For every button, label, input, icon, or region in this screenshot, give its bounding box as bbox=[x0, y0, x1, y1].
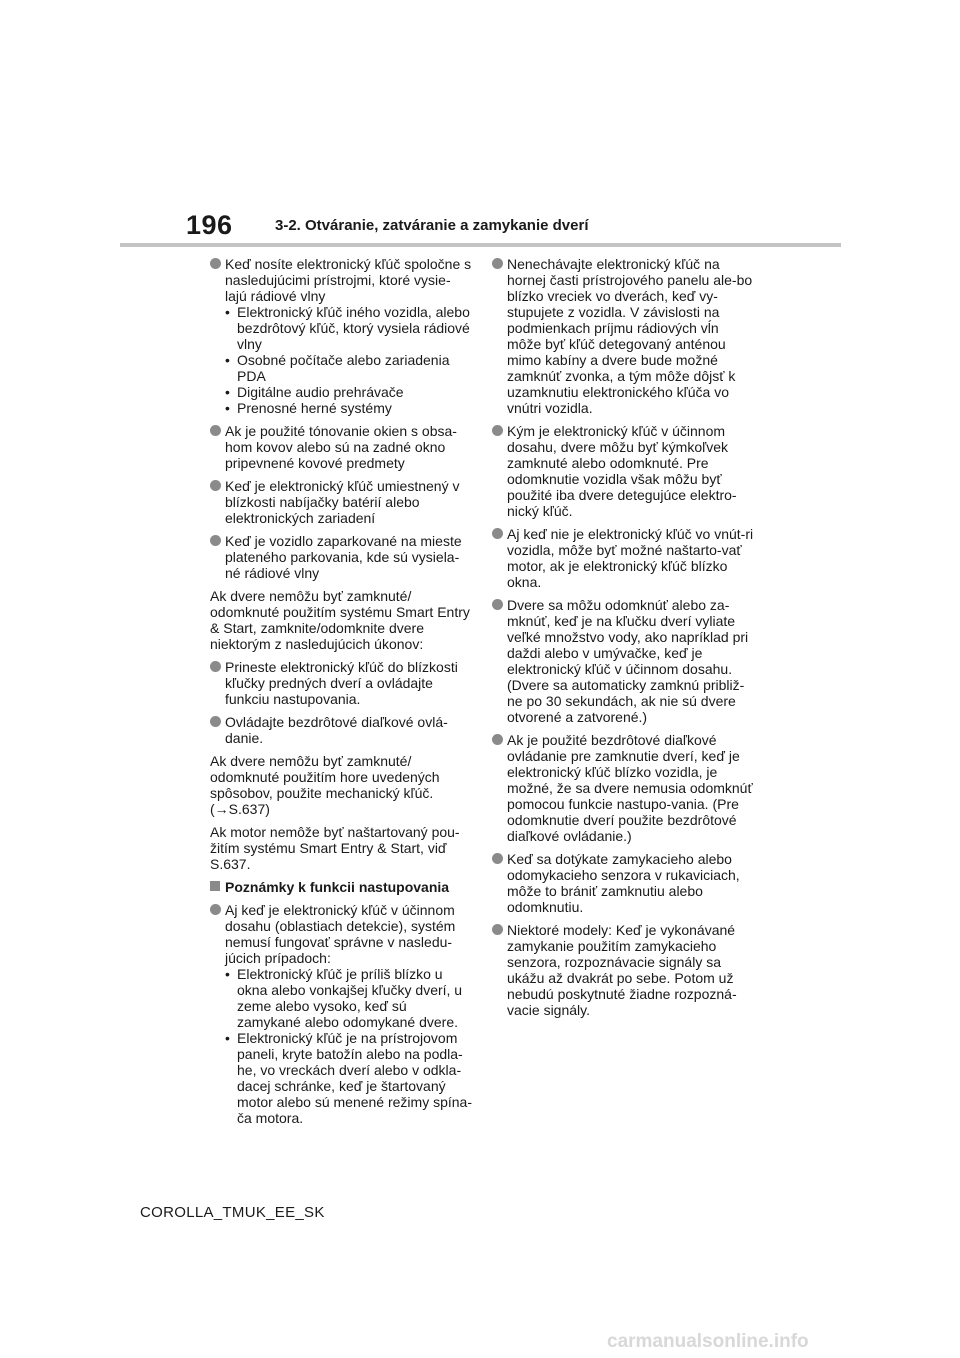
item-text: Nenechávajte elektronický kľúč na hornej časti prístrojového panelu ale-bo blízko vreciek vo dverách, keď vy-stupujete z vozidla. V závislosti na podmienkach príjmu rádiových vĺn môže byť kľúč detegovaný anténou mimo kabíny a dvere bude možné zamknúť zvonka, a tým môže dôjsť k uzamknutiu elektronického kľúča vo vnútri vozidla. bbox=[507, 256, 753, 416]
sub-item bbox=[225, 304, 472, 352]
item-text: Keď je vozidlo zaparkované na mieste plateného parkovania, kde sú vysiela-né rádiové vlny bbox=[225, 533, 462, 581]
item-text: Keď je elektronický kľúč umiestnený v blízkosti nabíjačky batérií alebo elektronických zariadení bbox=[225, 478, 460, 526]
list-item bbox=[210, 256, 472, 416]
footer-code: COROLLA_TMUK_EE_SK bbox=[140, 1204, 325, 1221]
list-item bbox=[210, 423, 472, 471]
list-item bbox=[210, 478, 472, 526]
watermark: carmanualsonline.info bbox=[607, 1331, 809, 1352]
sub-item bbox=[225, 384, 472, 400]
dot-bullet-icon: • bbox=[225, 352, 230, 368]
item-text: Ak je použité bezdrôtové diaľkové ovládanie pre zamknutie dverí, keď je elektronický kľúč blízko vozidla, je možné, že sa dvere nemusia odomknúť pomocou funkcie nastupo-vania. (Pre odomknutie dverí použite bezdrôtové diaľkové ovládanie.) bbox=[507, 732, 753, 844]
left-column bbox=[210, 256, 472, 1133]
sub-item-text: Prenosné herné systémy bbox=[237, 400, 392, 416]
item-text: Prineste elektronický kľúč do blízkosti kľučky predných dverí a ovládajte funkciu nastupovania. bbox=[225, 659, 458, 707]
dot-bullet-icon: • bbox=[225, 304, 230, 320]
item-text: Aj keď je elektronický kľúč v účinnom dosahu (oblastiach detekcie), systém nemusí fungovať správne v nasledu-júcich prípadoch: bbox=[225, 902, 456, 966]
list-item bbox=[492, 597, 754, 725]
circle-bullet-icon bbox=[492, 425, 503, 436]
circle-bullet-icon bbox=[210, 661, 221, 672]
page-number: 196 bbox=[186, 210, 233, 240]
circle-bullet-icon bbox=[210, 716, 221, 727]
sub-item-text: Digitálne audio prehrávače bbox=[237, 384, 404, 400]
paragraph: Ak dvere nemôžu byť zamknuté/ odomknuté použitím systému Smart Entry & Start, zamknite/odomknite dvere niektorým z nasledujúcich úkonov: bbox=[210, 588, 470, 652]
circle-bullet-icon bbox=[492, 853, 503, 864]
circle-bullet-icon bbox=[210, 425, 221, 436]
item-text: Ak je použité tónovanie okien s obsa-hom kovov alebo sú na zadné okno pripevnené kovové predmety bbox=[225, 423, 457, 471]
sub-item-text: Elektronický kľúč iného vozidla, alebo bezdrôtový kľúč, ktorý vysiela rádiové vlny bbox=[237, 304, 470, 352]
subsection-heading bbox=[210, 879, 472, 895]
list-item bbox=[492, 256, 754, 416]
list-item bbox=[492, 526, 754, 590]
page-reference: (→S.637) bbox=[210, 801, 270, 817]
sub-item bbox=[225, 400, 472, 416]
circle-bullet-icon bbox=[492, 258, 503, 269]
circle-bullet-icon bbox=[492, 528, 503, 539]
circle-bullet-icon bbox=[210, 258, 221, 269]
section-title: 3-2. Otváranie, zatváranie a zamykanie dverí bbox=[275, 217, 589, 234]
sub-item-text: Elektronický kľúč je príliš blízko u okna alebo vonkajšej kľučky dverí, u zeme alebo vysoko, keď sú zamykané alebo odomykané dvere. bbox=[237, 966, 463, 1030]
sub-item bbox=[225, 352, 472, 384]
dot-bullet-icon: • bbox=[225, 384, 230, 400]
sub-item bbox=[225, 1030, 472, 1126]
item-text: Keď sa dotýkate zamykacieho alebo odomykacieho senzora v rukaviciach, môže to brániť zamknutiu alebo odomknutiu. bbox=[507, 851, 740, 915]
square-bullet-icon bbox=[210, 881, 220, 891]
item-text: Dvere sa môžu odomknúť alebo za-mknúť, keď je na kľučku dverí vyliate veľké množstvo vody, ako napríklad pri daždi alebo v umývačke, keď je elektronický kľúč v účinnom dosahu. (Dvere sa automaticky zamknú približ-ne po 30 sekundách, ak nie sú dvere otvorené a zatvorené.) bbox=[507, 597, 749, 725]
circle-bullet-icon bbox=[210, 904, 221, 915]
item-text: Ovládajte bezdrôtové diaľkové ovlá-danie. bbox=[225, 714, 448, 746]
list-item bbox=[492, 732, 754, 844]
list-item bbox=[492, 922, 754, 1018]
heading-text: Poznámky k funkcii nastupovania bbox=[225, 879, 450, 895]
paragraph-text: Ak dvere nemôžu byť zamknuté/ odomknuté použitím hore uvedených spôsobov, použite mechanický kľúč. bbox=[210, 753, 440, 801]
list-item bbox=[492, 851, 754, 915]
list-item bbox=[492, 423, 754, 519]
circle-bullet-icon bbox=[492, 734, 503, 745]
item-text: Niektoré modely: Keď je vykonávané zamykanie použitím zamykacieho senzora, rozpoznávacie signály sa ukážu až dvakrát po sebe. Potom už nebudú poskytnuté žiadne rozpozná-vacie signály. bbox=[507, 922, 737, 1018]
right-column bbox=[492, 256, 754, 1025]
item-text: Kým je elektronický kľúč v účinnom dosahu, dvere môžu byť kýmkoľvek zamknuté alebo odomknuté. Pre odomknutie vozidla však môžu byť použité iba dvere detegujúce elektro-nický kľúč. bbox=[507, 423, 737, 519]
dot-bullet-icon: • bbox=[225, 400, 230, 416]
header-rule bbox=[120, 243, 841, 247]
list-item bbox=[210, 533, 472, 581]
item-text: Aj keď nie je elektronický kľúč vo vnút-ri vozidla, môže byť možné naštarto-vať motor, ak je elektronický kľúč blízko okna. bbox=[507, 526, 754, 590]
circle-bullet-icon bbox=[492, 924, 503, 935]
item-text: Keď nosíte elektronický kľúč spoločne s nasledujúcimi prístrojmi, ktoré vysie-lajú rádiové vlny bbox=[225, 256, 472, 304]
circle-bullet-icon bbox=[210, 535, 221, 546]
list-item bbox=[210, 902, 472, 1126]
sub-item bbox=[225, 966, 472, 1030]
list-item bbox=[210, 714, 472, 746]
dot-bullet-icon: • bbox=[225, 1030, 230, 1046]
dot-bullet-icon: • bbox=[225, 966, 230, 982]
sub-item-text: Osobné počítače alebo zariadenia PDA bbox=[237, 352, 450, 384]
paragraph bbox=[210, 753, 472, 817]
circle-bullet-icon bbox=[210, 480, 221, 491]
sub-item-text: Elektronický kľúč je na prístrojovom paneli, kryte batožín alebo na podla-he, vo vreckách dverí alebo v odkla-dacej schránke, keď je štartovaný motor alebo sú menené režimy spína-ča motora. bbox=[237, 1030, 472, 1126]
paragraph: Ak motor nemôže byť naštartovaný pou-žitím systému Smart Entry & Start, viď S.637. bbox=[210, 824, 460, 872]
circle-bullet-icon bbox=[492, 599, 503, 610]
list-item bbox=[210, 659, 472, 707]
